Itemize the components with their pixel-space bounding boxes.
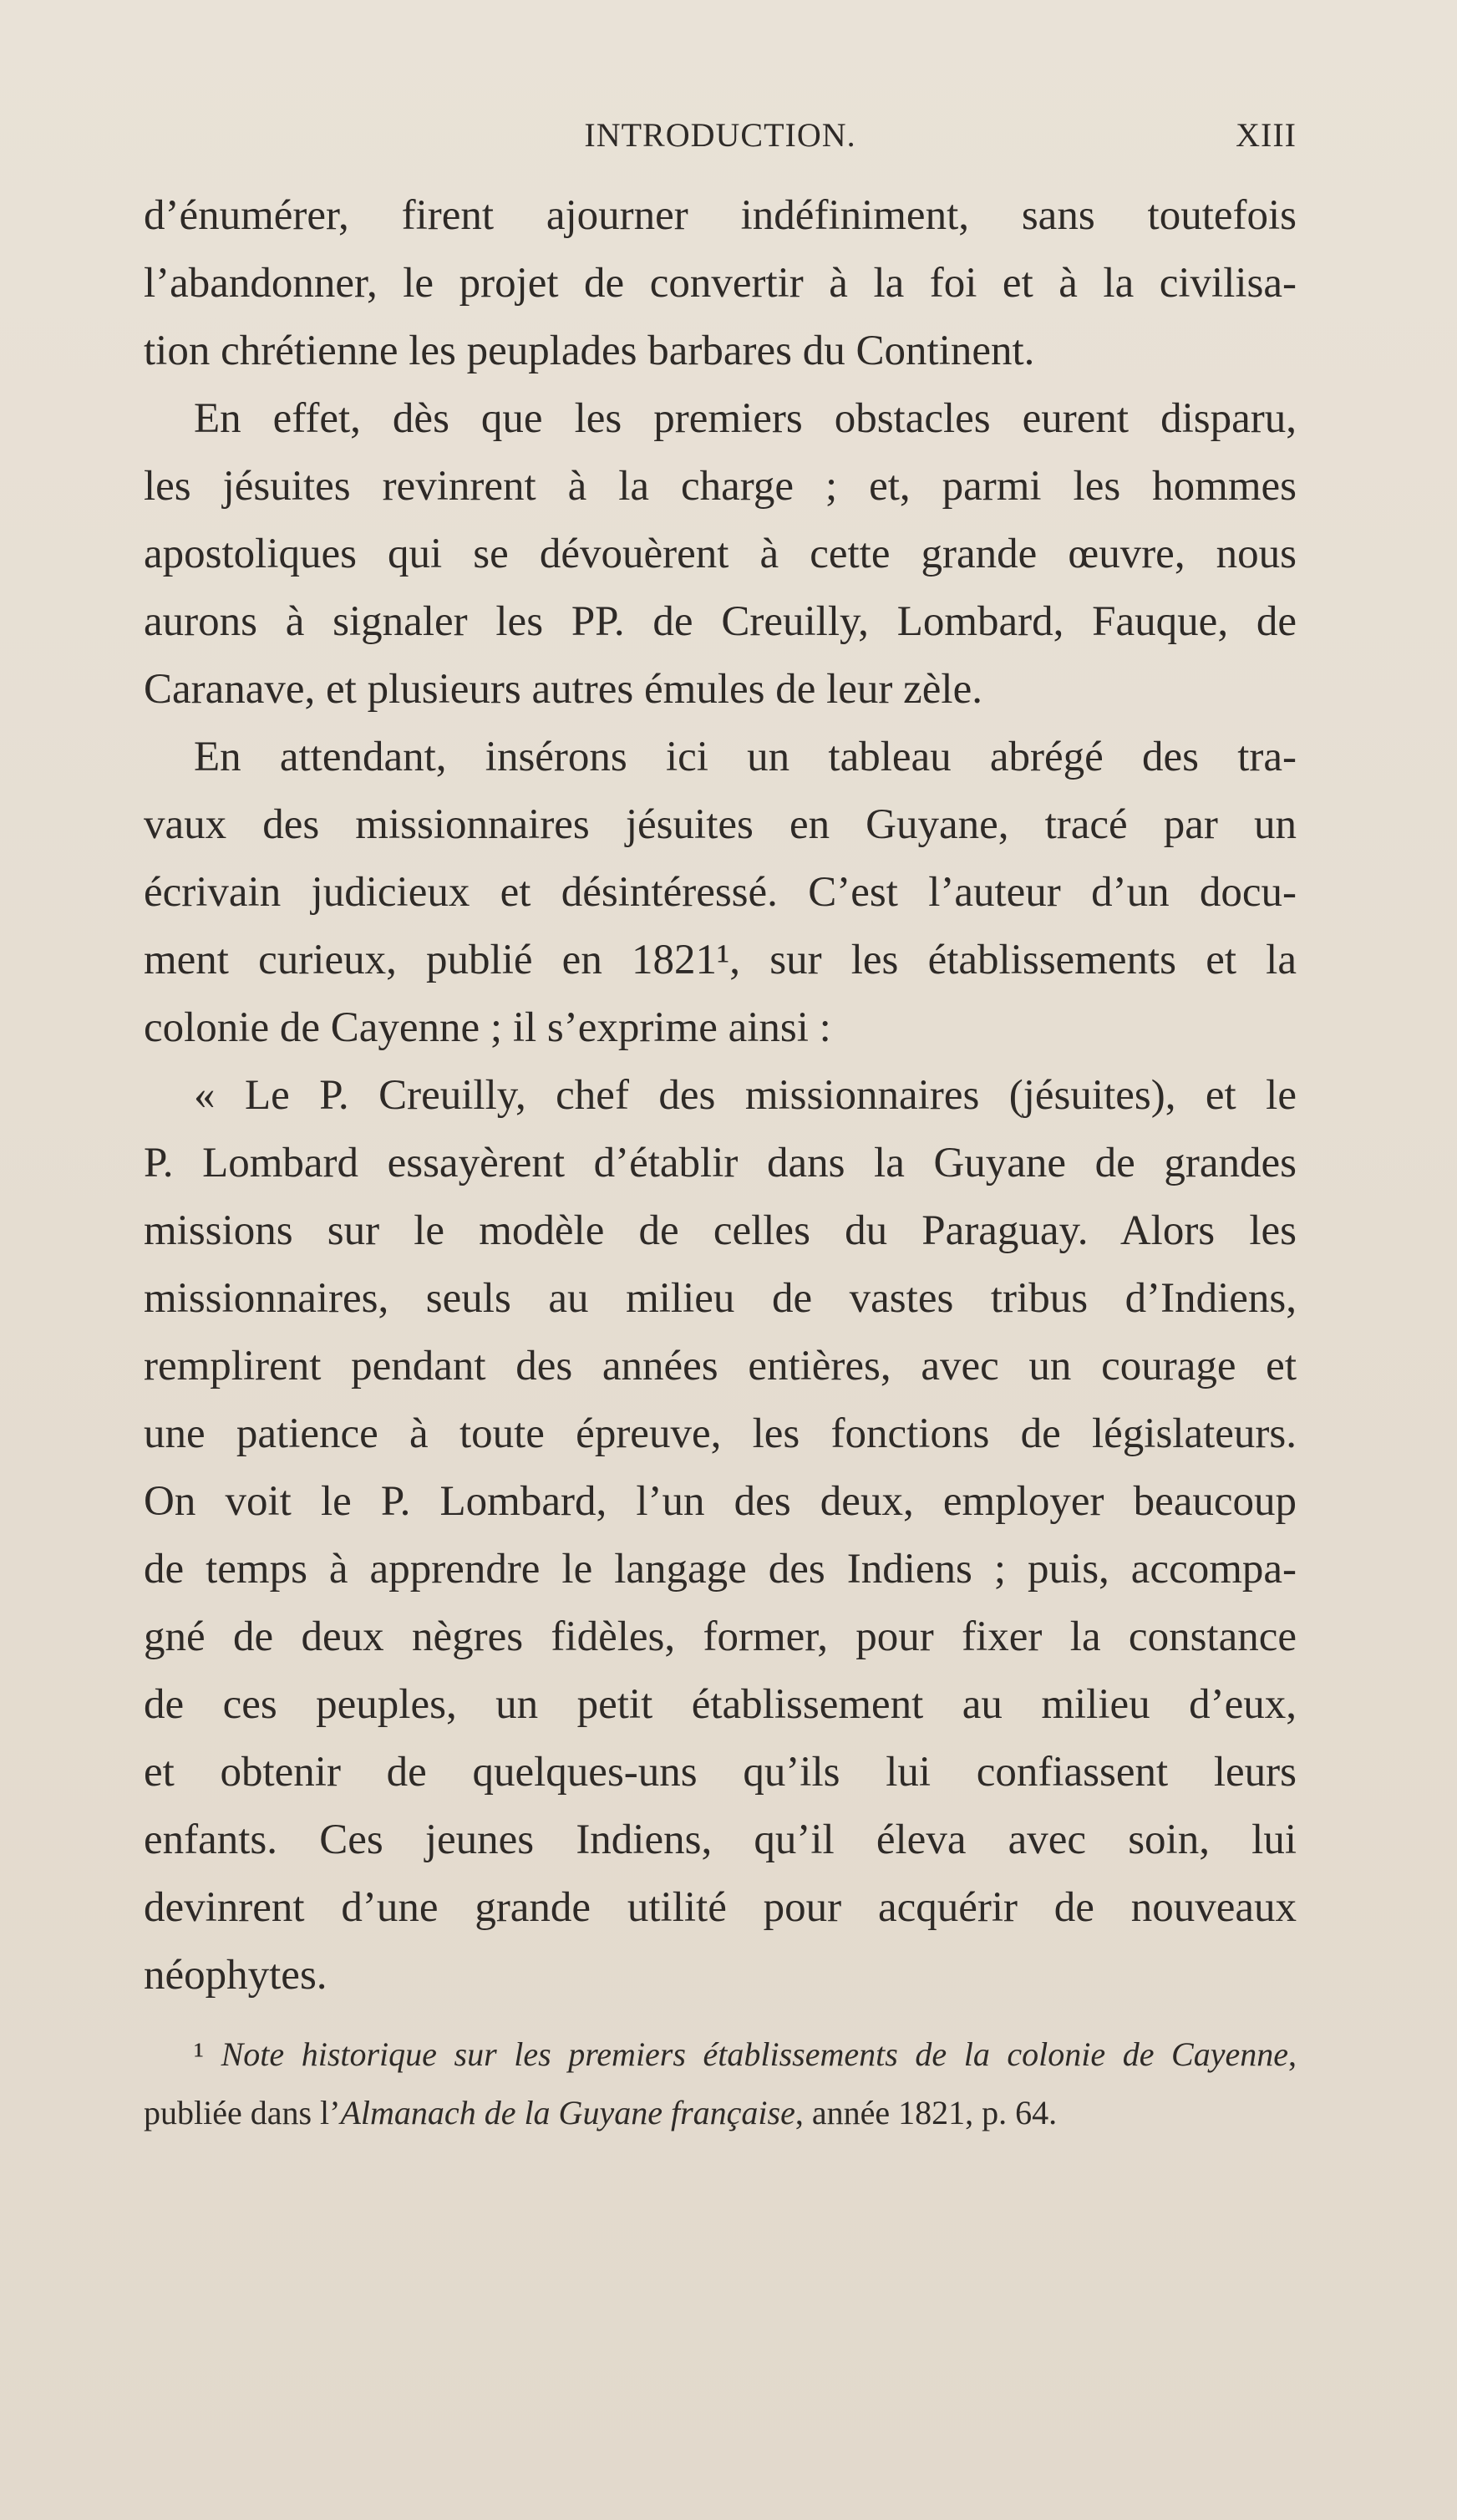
text-line: En effet, dès que les premiers obstacles eurent disparu, [194, 395, 1297, 442]
footnote-text [144, 2025, 1297, 2142]
paragraph-1 [144, 182, 1297, 385]
body-text [144, 182, 1297, 2009]
text-line: l’abandonner, le projet de convertir à la foi et à la civilisa- [144, 260, 1297, 307]
text-line: écrivain judicieux et désintéressé. C’est l’auteur d’un docu- [144, 869, 1297, 916]
footnote-marker: ¹ [194, 2035, 204, 2073]
text-line: devinrent d’une grande utilité pour acquérir de nouveaux [144, 1884, 1297, 1931]
footnote-title-italic: Note historique sur les premiers établissements de la colonie de Cayenne [221, 2035, 1288, 2073]
text-line: apostoliques qui se dévouèrent à cette grande œuvre, nous [144, 531, 1297, 577]
running-head: INTRODUCTION. [584, 116, 856, 154]
text-line: une patience à toute épreuve, les fonctions de législateurs. [144, 1410, 1297, 1457]
paragraph-2 [144, 385, 1297, 724]
text-line: On voit le P. Lombard, l’un des deux, employer beaucoup [144, 1478, 1297, 1525]
text-line: missions sur le modèle de celles du Paraguay. Alors les [144, 1207, 1297, 1254]
text-line: gné de deux nègres fidèles, former, pour fixer la constance [144, 1613, 1297, 1660]
text-line: de ces peuples, un petit établissement au milieu d’eux, [144, 1681, 1297, 1728]
text-line: enfants. Ces jeunes Indiens, qu’il éleva avec soin, lui [144, 1816, 1297, 1863]
text-line: de temps à apprendre le langage des Indiens ; puis, accompa- [144, 1546, 1297, 1593]
text-line: ment curieux, publié en 1821¹, sur les établissements et la [144, 937, 1297, 983]
text-line: Caranave, et plusieurs autres émules de leur zèle. [144, 666, 982, 713]
page-header [144, 107, 1297, 157]
text-line: En attendant, insérons ici un tableau abrégé des tra- [194, 734, 1297, 780]
text-line: d’énumérer, firent ajourner indéfiniment, sans toutefois [144, 192, 1297, 239]
text-line: aurons à signaler les PP. de Creuilly, Lombard, Fauque, de [144, 598, 1297, 645]
text-line: remplirent pendant des années entières, avec un courage et [144, 1343, 1297, 1390]
footnote [144, 2025, 1297, 2142]
paragraph-4-quotation [144, 1062, 1297, 2009]
text-line: « Le P. Creuilly, chef des missionnaires (jésuites), et le [194, 1072, 1297, 1119]
text-line: les jésuites revinrent à la charge ; et, parmi les hommes [144, 463, 1297, 510]
text-line: colonie de Cayenne ; il s’exprime ainsi : [144, 1004, 831, 1051]
footnote-text-part: , année 1821, p. 64. [794, 2094, 1058, 2131]
footnote-source-italic: Almanach de la Guyane française [340, 2094, 795, 2131]
text-line: missionnaires, seuls au milieu de vastes tribus d’Indiens, [144, 1275, 1297, 1322]
text-line: tion chrétienne les peuplades barbares du Continent. [144, 328, 1035, 374]
paragraph-3 [144, 724, 1297, 1062]
page-number: XIII [1236, 116, 1297, 154]
text-line: et obtenir de quelques-uns qu’ils lui confiassent leurs [144, 1749, 1297, 1796]
footnote-text-part: , publiée dans l’ [144, 2035, 1297, 2131]
text-line: P. Lombard essayèrent d’établir dans la Guyane de grandes [144, 1140, 1297, 1186]
text-line: vaux des missionnaires jésuites en Guyane, tracé par un [144, 801, 1297, 848]
text-line: néophytes. [144, 1952, 327, 1999]
